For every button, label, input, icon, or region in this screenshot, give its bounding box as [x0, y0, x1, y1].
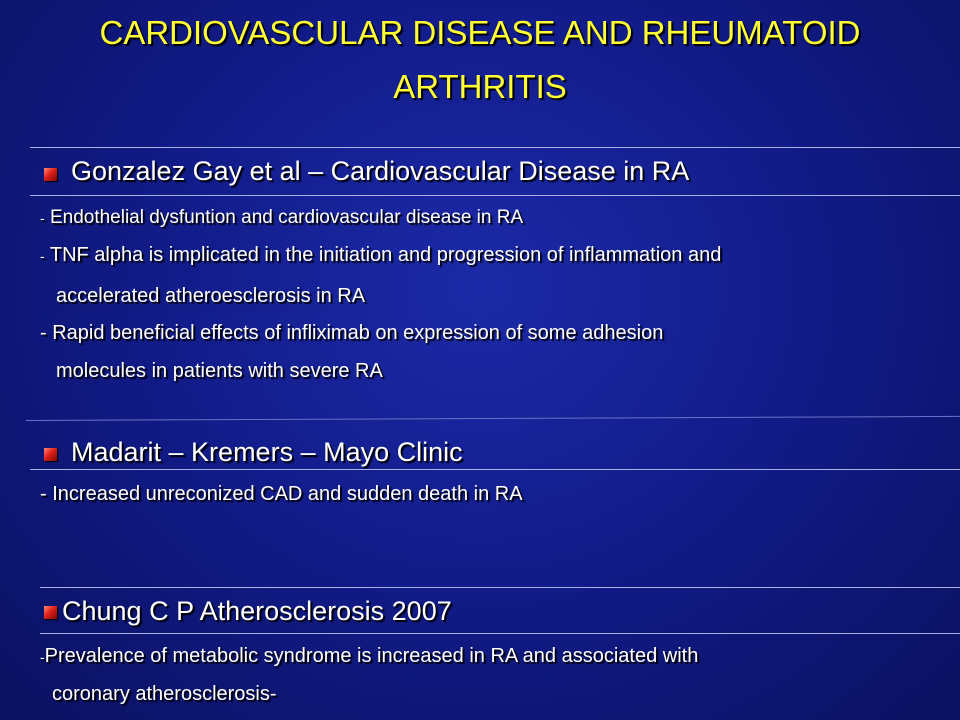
line-text: molecules in patients with severe RA: [56, 360, 383, 382]
section-3-line-2: [52, 684, 277, 704]
section-heading-madarit: Madarit – Kremers – Mayo Clinic: [71, 437, 463, 467]
dash-marker: -: [40, 649, 45, 665]
line-text: Rapid beneficial effects of infliximab on expression of some adhesion: [52, 322, 664, 344]
square-bullet-icon: [44, 448, 57, 461]
divider-rule: [26, 416, 960, 421]
section-heading-gonzalez: Gonzalez Gay et al – Cardiovascular Disease in RA: [71, 156, 690, 186]
dash-marker: -: [40, 322, 47, 344]
line-text: coronary atherosclerosis-: [52, 683, 277, 705]
section-1-line-4: [40, 323, 663, 343]
dash-marker: -: [40, 248, 45, 264]
square-bullet-icon: [44, 168, 57, 181]
line-text: Endothelial dysfuntion and cardiovascular disease in RA: [49, 207, 524, 228]
slide-title-line-2: ARTHRITIS: [393, 68, 567, 105]
section-1-line-5: [56, 361, 383, 381]
dash-marker: -: [40, 483, 47, 505]
section-1-line-3: [56, 286, 365, 306]
line-text: Prevalence of metabolic syndrome is increased in RA and associated with: [44, 645, 699, 667]
dash-marker: -: [40, 210, 45, 226]
section-3-line-1: [40, 646, 698, 666]
divider-rule: [30, 195, 960, 196]
line-text: TNF alpha is implicated in the initiation and progression of inflammation and: [49, 244, 722, 266]
slide-title-line-1: CARDIOVASCULAR DISEASE AND RHEUMATOID: [99, 14, 861, 51]
divider-rule: [30, 469, 960, 470]
section-1-line-1: [40, 208, 523, 227]
section-2-line-1: [40, 484, 523, 504]
section-1-line-2: [40, 245, 721, 265]
line-text: Increased unreconized CAD and sudden death in RA: [52, 483, 523, 505]
divider-rule: [40, 633, 960, 634]
divider-rule: [40, 587, 960, 588]
divider-rule: [30, 147, 960, 148]
line-text: accelerated atheroesclerosis in RA: [56, 285, 366, 307]
square-bullet-icon: [44, 606, 57, 619]
section-heading-chung: Chung C P Atherosclerosis 2007: [62, 596, 452, 626]
